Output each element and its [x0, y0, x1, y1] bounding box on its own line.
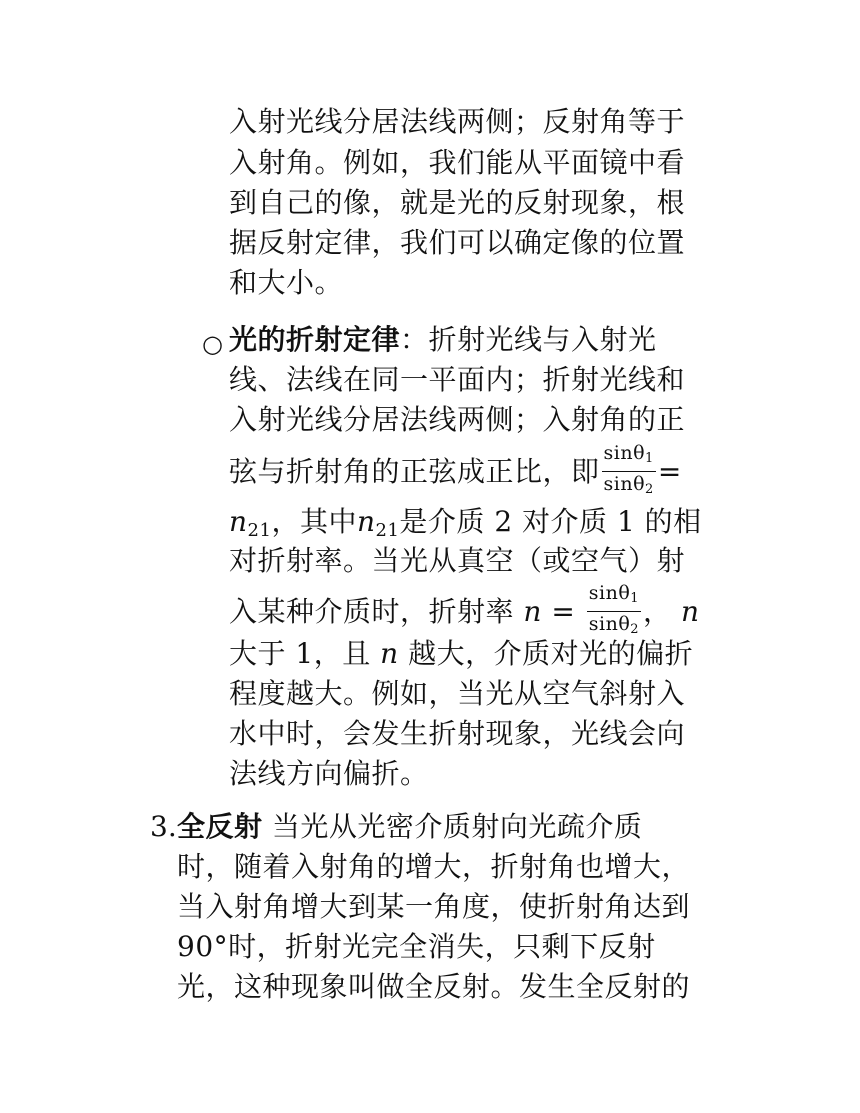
text-line: 当入射角增大到某一角度，使折射角达到 — [177, 890, 691, 923]
n-variable: n — [380, 637, 399, 670]
text-line: 入射角。例如，我们能从平面镜中看 — [229, 146, 686, 179]
text-line: 程度越大。例如，当光从空气斜射入 — [229, 677, 686, 710]
subscript: 1 — [645, 451, 654, 466]
text-line: 入射光线分居法线两侧；反射角等于 — [229, 105, 686, 138]
bullet-circle-icon: ○ — [202, 330, 223, 358]
fraction-numerator — [587, 582, 641, 612]
subscript: 2 — [630, 622, 640, 637]
text-line: 法线方向偏折。 — [229, 757, 429, 790]
sine-ratio-fraction — [587, 582, 641, 641]
text-line: 90°时，折射光完全消失，只剩下反射 — [177, 930, 656, 963]
text-line: 和大小。 — [229, 266, 344, 299]
subscript: 1 — [630, 591, 640, 606]
text-span: ，其中 — [271, 505, 357, 538]
fraction-denominator — [602, 472, 656, 501]
sin-theta: sinθ — [588, 613, 631, 635]
text-line: 光，这种现象叫做全反射。发生全反射的 — [177, 970, 691, 1003]
text-line — [229, 322, 657, 358]
text-span: 入某种介质时，折射率 — [229, 595, 515, 628]
text-line — [229, 584, 700, 643]
text-span: ， — [643, 595, 672, 628]
sin-theta: sinθ — [588, 582, 631, 604]
sin-theta: sinθ — [603, 442, 646, 464]
total-reflection-term: 全反射 — [177, 810, 263, 843]
text-line: 据反射定律，我们可以确定像的位置 — [229, 226, 686, 259]
sine-ratio-fraction — [602, 442, 656, 501]
text-span: 是介质 2 对介质 1 的相 — [399, 505, 702, 538]
text-line: 对折射率。当光从真空（或空气）射 — [229, 544, 686, 577]
n-variable: n — [356, 505, 376, 538]
list-number: 3. — [150, 810, 177, 843]
n-variable: n — [680, 595, 700, 628]
equals-sign: = — [551, 595, 576, 628]
subscript: 2 — [645, 482, 654, 497]
n-variable: n — [229, 505, 248, 538]
text-line: 到自己的像，就是光的反射现象，根 — [229, 186, 686, 219]
equals-sign: = — [657, 455, 682, 488]
subscript: 21 — [247, 520, 272, 541]
text-line: 线、法线在同一平面内；折射光线和 — [229, 363, 686, 396]
text-line: 水中时，会发生折射现象，光线会向 — [229, 717, 686, 750]
text-line — [177, 809, 642, 845]
text-span: 越大，介质对光的偏折 — [408, 637, 694, 670]
fraction-numerator — [602, 442, 656, 472]
text-line — [229, 636, 693, 672]
text-span: 当光从光密介质射向光疏介质 — [262, 810, 643, 843]
text-span: 大于 1，且 — [229, 637, 371, 670]
text-span: ：折射光线与入射光 — [400, 323, 657, 356]
text-line: 入射光线分居法线两侧；入射角的正 — [229, 403, 686, 436]
refraction-law-term: 光的折射定律 — [229, 323, 401, 356]
subscript: 21 — [375, 520, 400, 541]
text-span: 弦与折射角的正弦成正比，即 — [229, 455, 600, 488]
sin-theta: sinθ — [603, 473, 646, 495]
text-line: 时，随着入射角的增大，折射角也增大， — [177, 850, 691, 883]
n-variable: n — [523, 595, 542, 628]
text-line — [229, 444, 682, 503]
